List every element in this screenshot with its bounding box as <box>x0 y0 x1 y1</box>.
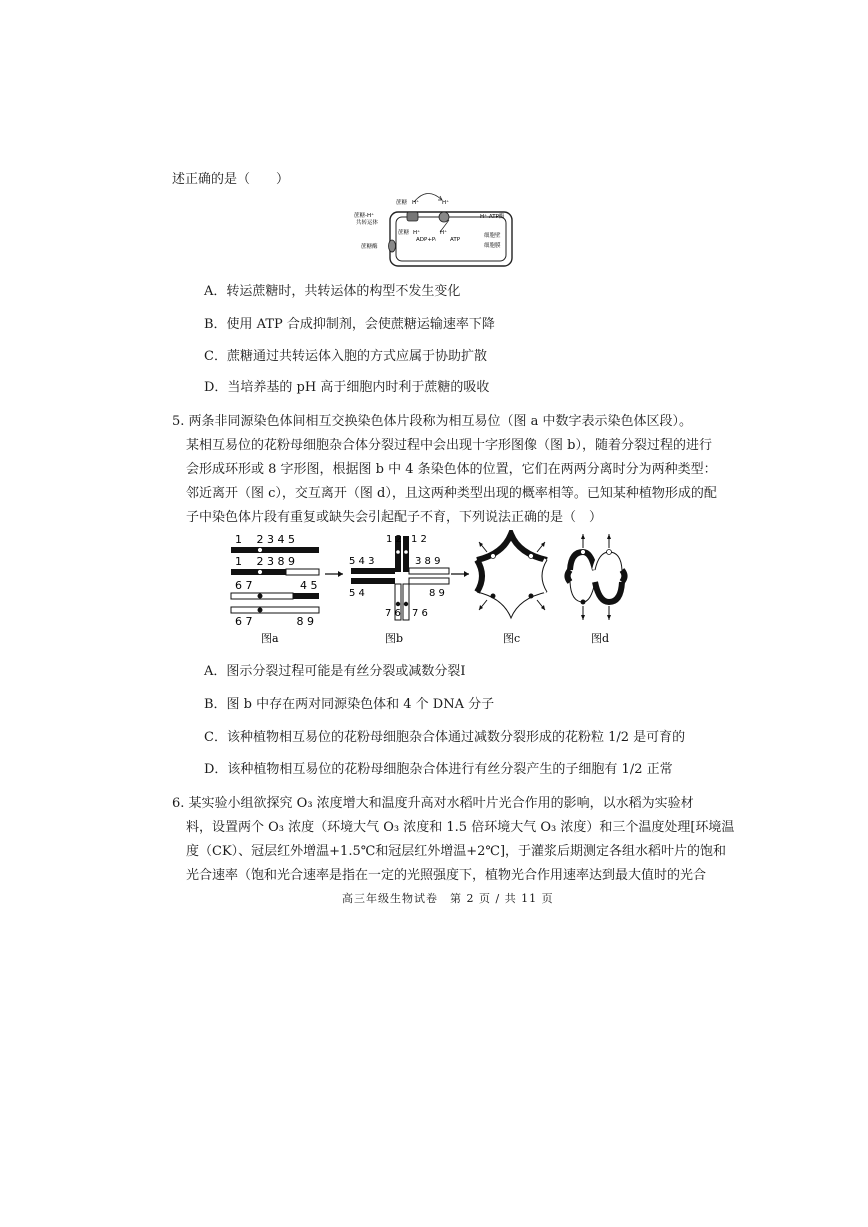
fig-a-row1: 1 2 3 4 5 <box>235 533 295 546</box>
label-cotransporter-2: 共转运体 <box>356 220 379 226</box>
fig-a-label: 图a <box>261 632 279 645</box>
label-h-top: H⁺ <box>412 200 420 206</box>
fig-b-bottom-left: 7 6 <box>385 608 401 619</box>
fig-d-label: 图d <box>591 632 610 645</box>
fig-b <box>349 534 449 645</box>
q5-line-1: 5. 两条非同源染色体间相互交换染色体片段称为相互易位（图 a 中数字表示染色体区段）。 <box>172 414 693 429</box>
label-sucrase: 蔗糖酶 <box>361 244 378 250</box>
q4-option-b: B．使用 ATP 合成抑制剂，会使蔗糖运输速率下降 <box>204 317 495 332</box>
label-cell-wall: 细胞壁 <box>484 233 501 239</box>
q6-line-1: 6. 某实验小组欲探究 O₃ 浓度增大和温度升高对水稻叶片光合作用的影响，以水稻为实验材 <box>172 796 694 811</box>
label-h-inner: H⁺ <box>413 230 421 236</box>
q5-line-2: 某相互易位的花粉母细胞杂合体分裂过程中会出现十字形图像（图 b），随着分裂过程的进行 <box>186 438 712 453</box>
q5-translocation-figure <box>225 530 645 648</box>
fig-a <box>231 533 319 645</box>
label-cotransporter-1: 蔗糖-H⁺ <box>354 213 375 219</box>
q4-option-d: D．当培养基的 pH 高于细胞内时利于蔗糖的吸收 <box>204 380 490 395</box>
fig-b-top-left: 1 2 <box>386 534 402 545</box>
q6-line-4: 光合速率（饱和光合速率是指在一定的光照强度下，植物光合作用速率达到最大值时的光合 <box>186 868 707 883</box>
fig-c <box>477 534 547 645</box>
label-h-inner2: H⁺ <box>440 230 448 236</box>
fig-a-row4: 6 7 8 9 <box>235 615 314 628</box>
fig-a-row3: 6 7 4 5 <box>235 579 318 592</box>
q5-line-5: 子中染色体片段有重复或缺失会引起配子不育，下列说法正确的是（ ） <box>186 510 603 525</box>
q5-option-d: D．该种植物相互易位的花粉母细胞杂合体进行有丝分裂产生的子细胞有 1/2 正常 <box>204 762 673 777</box>
label-sucrose-inner: 蔗糖 <box>398 230 410 236</box>
q4-cell-transport-diagram <box>352 188 522 270</box>
fig-b-label: 图b <box>385 632 404 645</box>
fig-b-top-right: 1 2 <box>411 534 427 545</box>
q5-line-4: 邻近离开（图 c），交互离开（图 d），且这两种类型出现的概率相等。已知某种植物形成的配 <box>186 486 717 501</box>
q5-option-a: A．图示分裂过程可能是有丝分裂或减数分裂Ⅰ <box>204 664 466 679</box>
label-cotransporter <box>354 211 379 226</box>
page-footer: 高三年级生物试卷 第 2 页 / 共 11 页 <box>342 892 554 905</box>
q4-stem-tail: 述正确的是（ ） <box>172 172 290 187</box>
label-h-top2: H⁺ <box>442 200 450 206</box>
q6-line-2: 料，设置两个 O₃ 浓度（环境大气 O₃ 浓度和 1.5 倍环境大气 O₃ 浓度）和三个温度处理[环境温 <box>186 820 735 835</box>
label-membrane: 细胞膜 <box>484 243 501 249</box>
q5-option-c: C．该种植物相互易位的花粉母细胞杂合体通过减数分裂形成的花粉粒 1/2 是可育的 <box>204 730 686 745</box>
fig-d <box>568 534 625 645</box>
label-atp: ATP <box>450 237 461 243</box>
fig-b-right-top: 3 8 9 <box>415 556 441 567</box>
fig-b-right-bottom: 8 9 <box>429 588 445 599</box>
q6-line-3: 度（CK）、冠层红外增温+1.5℃和冠层红外增温+2℃]，于灌浆后期测定各组水稻叶片的饱和 <box>186 844 727 859</box>
label-sucrose-top: 蔗糖 <box>396 200 408 206</box>
q4-option-c: C．蔗糖通过共转运体入胞的方式应属于协助扩散 <box>204 349 487 364</box>
q5-line-3: 会形成环形或 8 字形图，根据图 b 中 4 条染色体的位置，它们在两两分离时分为两种类型： <box>186 462 717 477</box>
q4-option-a: A．转运蔗糖时，共转运体的构型不发生变化 <box>204 284 461 299</box>
fig-b-bottom-right: 7 6 <box>412 608 428 619</box>
fig-a-row2: 1 2 3 8 9 <box>235 555 295 568</box>
label-atpase: H⁺-ATP酶 <box>480 214 505 220</box>
label-adp: ADP+Pᵢ <box>416 237 437 243</box>
fig-b-left-top: 5 4 3 <box>349 556 375 567</box>
q5-option-b: B．图 b 中存在两对同源染色体和 4 个 DNA 分子 <box>204 697 495 712</box>
fig-b-left-bottom: 5 4 <box>349 588 365 599</box>
fig-c-label: 图c <box>503 632 521 645</box>
